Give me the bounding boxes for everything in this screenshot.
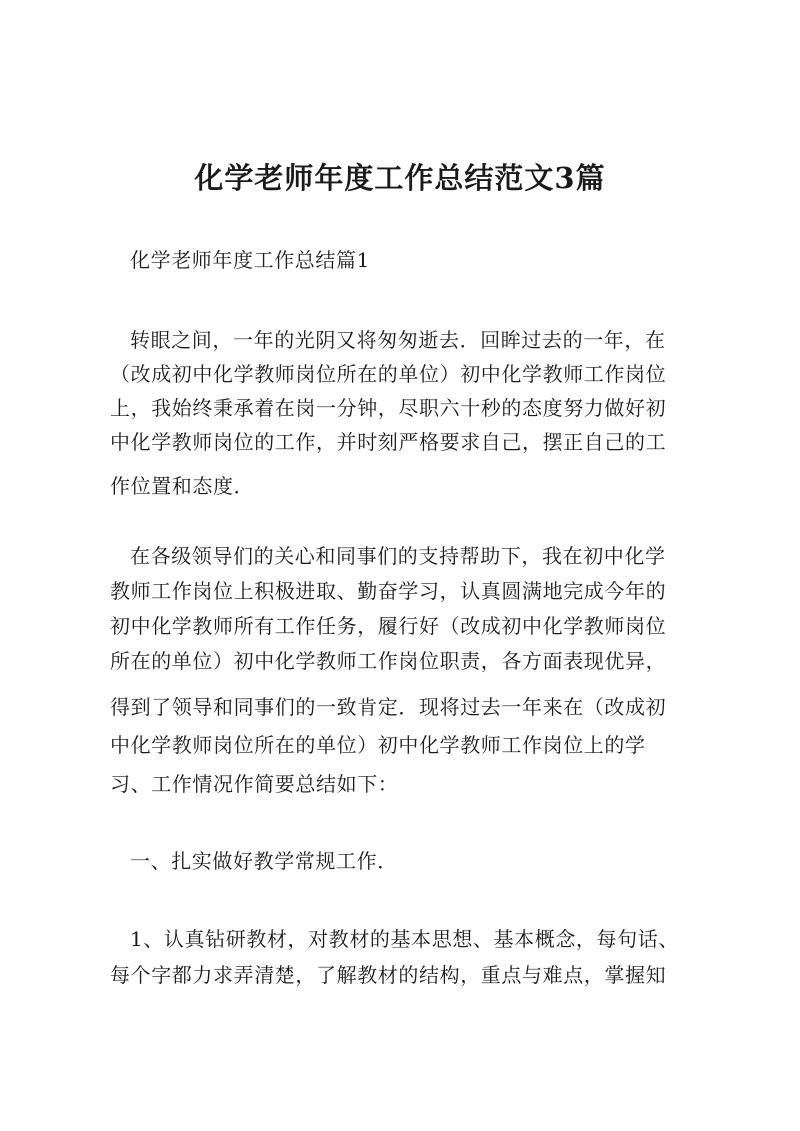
paragraph-line: 转眼之间，一年的光阴又将匆匆逝去．回眸过去的一年，在	[130, 328, 666, 352]
paragraph-line: 上，我始终秉承着在岗一分钟，尽职六十秒的态度努力做好初	[110, 396, 667, 420]
paragraph-line: 在各级领导们的关心和同事们的支持帮助下，我在初中化学	[130, 544, 666, 568]
paragraph-line: 作位置和态度．	[110, 474, 255, 498]
section-subtitle: 化学老师年度工作总结篇1	[130, 248, 370, 272]
paragraph-line: 得到了领导和同事们的一致肯定．现将过去一年来在（改成初	[110, 695, 667, 719]
paragraph-line: 教师工作岗位上积极进取、勤奋学习，认真圆满地完成今年的	[110, 579, 667, 603]
paragraph-line: 1、认真钻研教材，对教材的基本思想、基本概念，每句话、	[130, 927, 679, 951]
paragraph-line: （改成初中化学教师岗位所在的单位）初中化学教师工作岗位	[110, 362, 667, 386]
paragraph-line: 每个字都力求弄清楚，了解教材的结构，重点与难点，掌握知	[110, 963, 667, 987]
document-title: 化学老师年度工作总结范文3篇	[194, 161, 606, 195]
paragraph-line: 习、工作情况作简要总结如下：	[110, 772, 399, 796]
paragraph-line: 初中化学教师所有工作任务，履行好（改成初中化学教师岗位	[110, 614, 667, 638]
paragraph-line: 中化学教师岗位所在的单位）初中化学教师工作岗位上的学	[110, 733, 646, 757]
paragraph-line: 所在的单位）初中化学教师工作岗位职责，各方面表现优异，	[110, 649, 667, 673]
paragraph-line: 中化学教师岗位的工作，并时刻严格要求自己，摆正自己的工	[110, 430, 667, 454]
section-heading: 一、扎实做好教学常规工作．	[130, 849, 398, 873]
